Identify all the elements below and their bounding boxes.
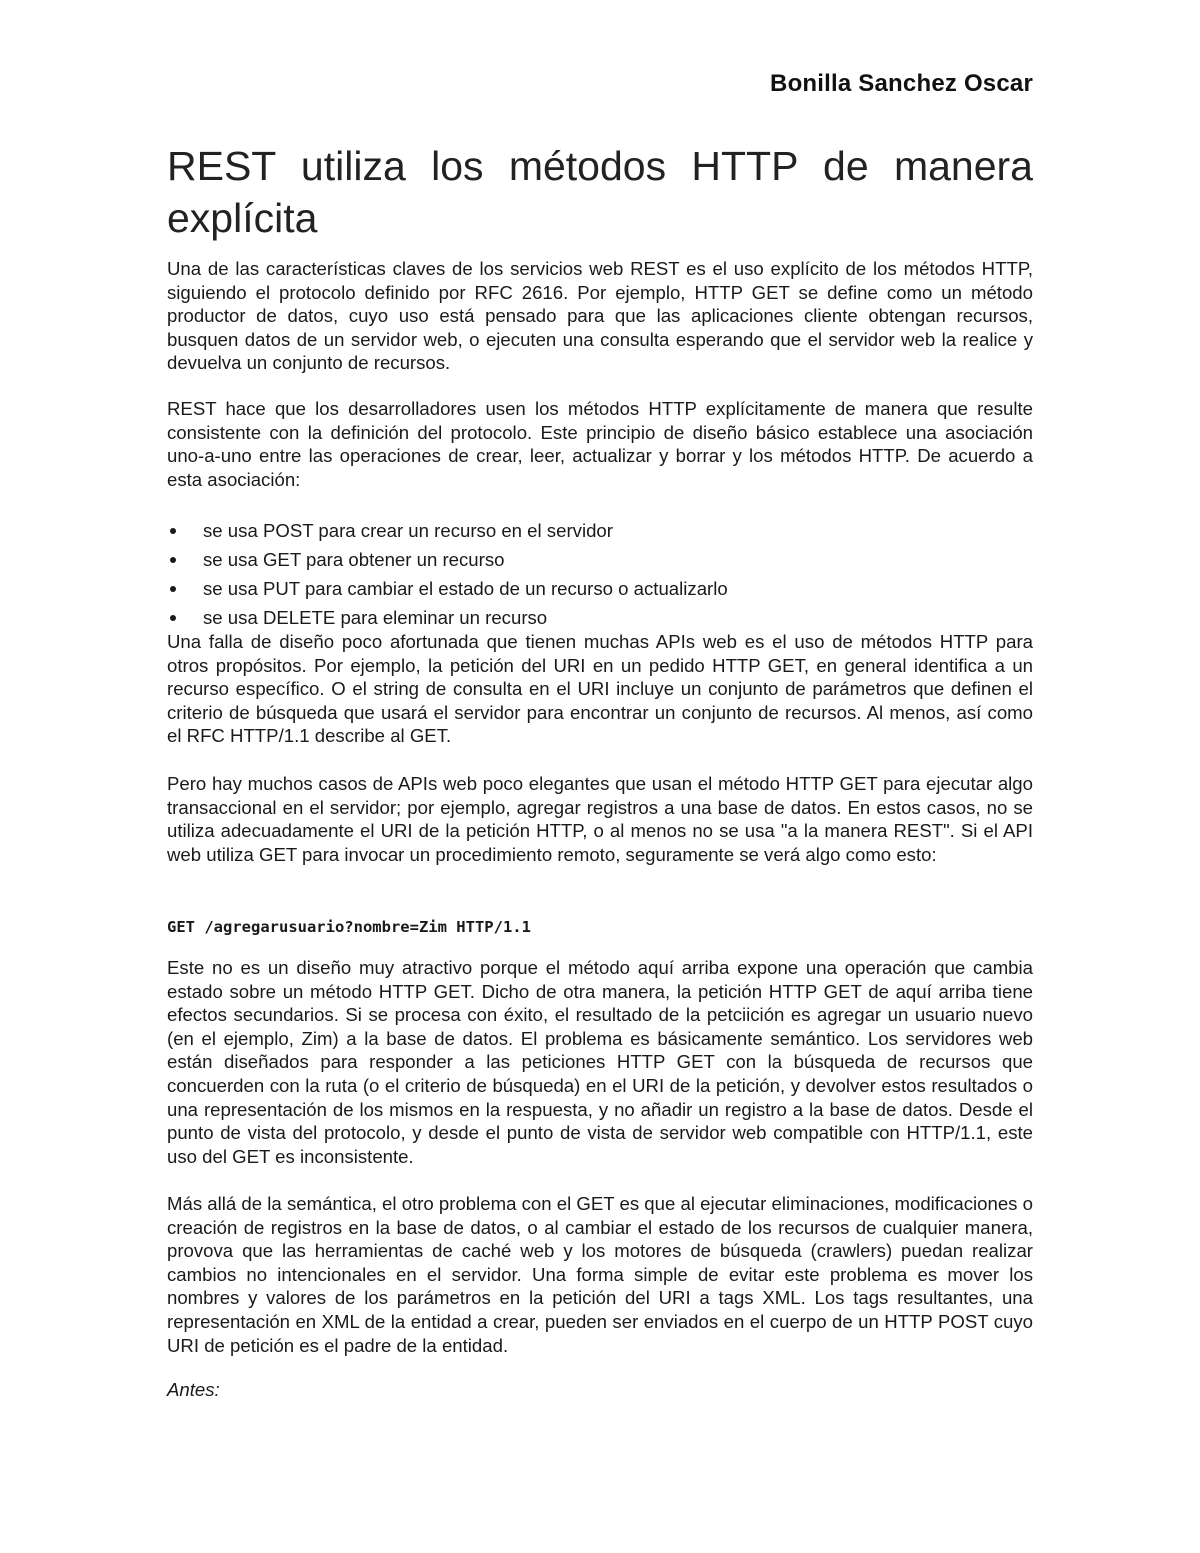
http-methods-list — [167, 519, 1033, 635]
paragraph: Más allá de la semántica, el otro problema con el GET es que al ejecutar eliminaciones, modificaciones o creación de registros en la base de datos, o al cambiar el estado de los recursos de cualquier manera, provova que las herramientas de caché web y los motores de búsqueda (crawlers) puedan realizar cambios no intencionales en el servidor. Una forma simple de evitar este problema es mover los nombres y valores de los parámetros en la petición del URI a tags XML. Los tags resultantes, una representación en XML de la entidad a crear, pueden ser enviados en el cuerpo de un HTTP POST cuyo URI de petición es el padre de la entidad. — [167, 1193, 1033, 1356]
list-item-text: se usa PUT para cambiar el estado de un recurso o actualizarlo — [203, 578, 728, 599]
bullet-icon — [170, 528, 176, 534]
list-item-text: se usa DELETE para eleminar un recurso — [203, 607, 548, 628]
paragraph: Una falla de diseño poco afortunada que tienen muchas APIs web es el uso de métodos HTTP para otros propósitos. Por ejemplo, la petición del URI en un pedido HTTP GET, en general identifica a un recurso específico. O el string de consulta en el URI incluye un conjunto de parámetros que definen el criterio de búsqueda que usará el servidor para encontrar un conjunto de recursos. Al menos, así como el RFC HTTP/1.1 describe al GET. — [167, 631, 1033, 747]
bullet-icon — [170, 586, 176, 592]
antes-label: Antes: — [167, 1379, 220, 1400]
list-item-text: se usa POST para crear un recurso en el servidor — [203, 520, 613, 541]
author-name: Bonilla Sanchez Oscar — [770, 70, 1033, 97]
code-example: GET /agregarusuario?nombre=Zim HTTP/1.1 — [167, 918, 531, 936]
list-item — [167, 519, 1033, 548]
paragraph: Pero hay muchos casos de APIs web poco elegantes que usan el método HTTP GET para ejecutar algo transaccional en el servidor; por ejemplo, agregar registros a una base de datos. En estos casos, no se utiliza adecuadamente el URI de la petición HTTP, o al menos no se usa "a la manera REST". Si el API web utiliza GET para invocar un procedimiento remoto, seguramente se verá algo como esto: — [167, 773, 1033, 865]
list-item-text: se usa GET para obtener un recurso — [203, 549, 505, 570]
list-item — [167, 577, 1033, 606]
bullet-icon — [170, 615, 176, 621]
list-item — [167, 548, 1033, 577]
paragraph: Una de las características claves de los servicios web REST es el uso explícito de los métodos HTTP, siguiendo el protocolo definido por RFC 2616. Por ejemplo, HTTP GET se define como un método productor de datos, cuyo uso está pensado para que las aplicaciones cliente obtengan recursos, busquen datos de un servidor web, o ejecuten una consulta esperando que el servidor web la realice y devuelva un conjunto de recursos. — [167, 258, 1033, 374]
paragraph: Este no es un diseño muy atractivo porque el método aquí arriba expone una operación que cambia estado sobre un método HTTP GET. Dicho de otra manera, la petición HTTP GET de aquí arriba tiene efectos secundarios. Si se procesa con éxito, el resultado de la petciición es agregar un usuario nuevo (en el ejemplo, Zim) a la base de datos. El problema es básicamente semántico. Los servidores web están diseñados para responder a las peticiones HTTP GET con la búsqueda de recursos que concuerden con la ruta (o el criterio de búsqueda) en el URI de la petición, y devolver estos resultados o una representación de los mismos en la respuesta, y no añadir un registro a la base de datos. Desde el punto de vista del protocolo, y desde el punto de vista de servidor web compatible con HTTP/1.1, este uso del GET es inconsistente. — [167, 957, 1033, 1167]
bullet-icon — [170, 557, 176, 563]
document-title: REST utiliza los métodos HTTP de manera explícita — [167, 143, 1033, 241]
paragraph: REST hace que los desarrolladores usen los métodos HTTP explícitamente de manera que resulte consistente con la definición del protocolo. Este principio de diseño básico establece una asociación uno-a-uno entre las operaciones de crear, leer, actualizar y borrar y los métodos HTTP. De acuerdo a esta asociación: — [167, 398, 1033, 490]
